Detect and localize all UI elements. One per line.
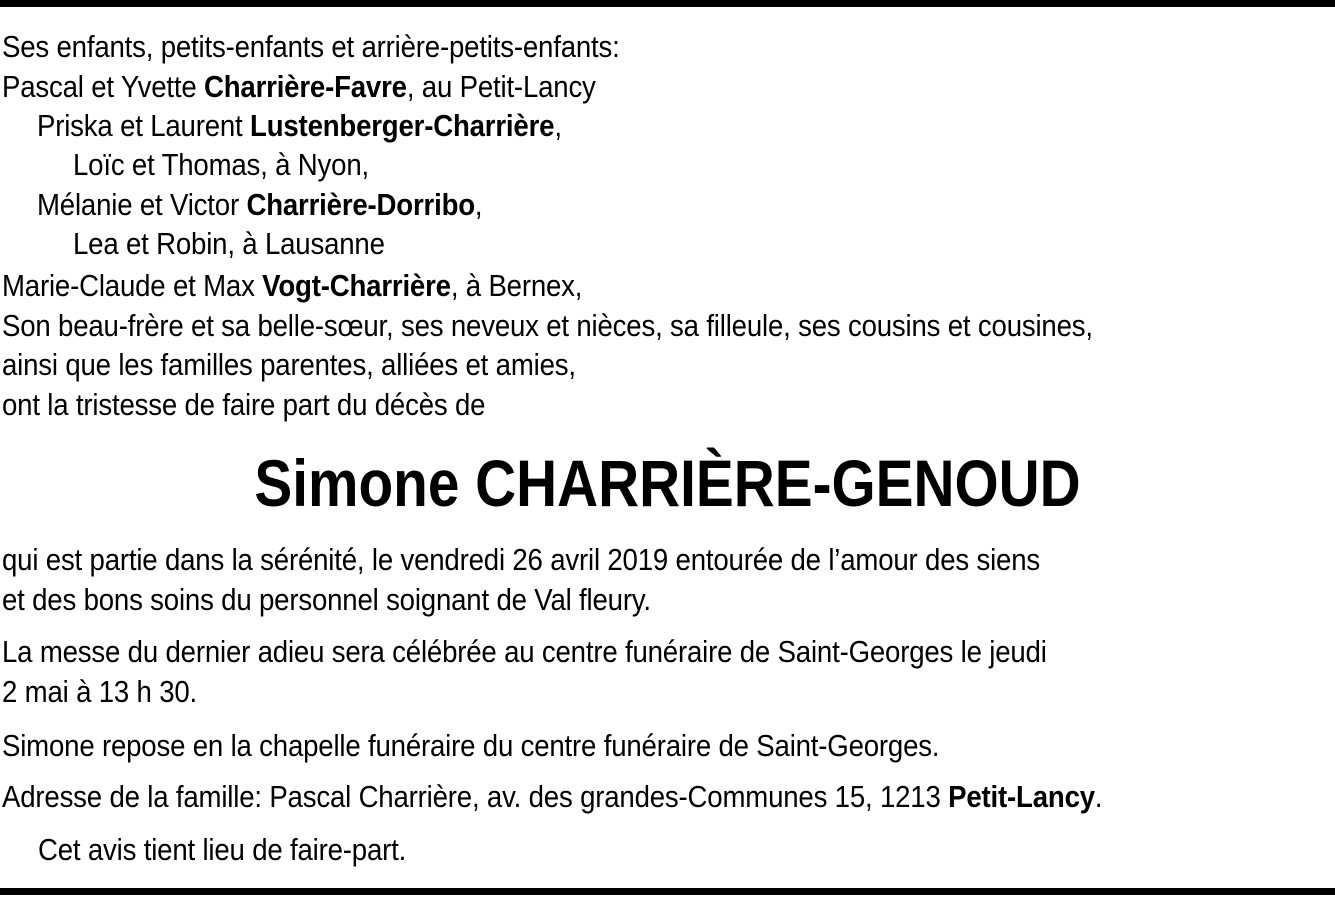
family-line: Priska et Laurent Lustenberger-Charrière, — [37, 108, 562, 143]
closing-line: Cet avis tient lieu de faire-part. — [38, 832, 407, 867]
repose-line: Simone repose en la chapelle funéraire du centre funéraire de Saint-Georges. — [2, 728, 940, 763]
deceased-name: Simone CHARRIÈRE-GENOUD — [254, 446, 1081, 520]
relatives-line: ainsi que les familles parentes, alliées et amies, — [2, 347, 576, 382]
bottom-rule — [0, 888, 1335, 895]
mass-line: 2 mai à 13 h 30. — [2, 674, 198, 709]
address-line: Adresse de la famille: Pascal Charrière, av. des grandes-Communes 15, 1213 Petit-Lancy. — [2, 779, 1103, 814]
family-line: Loïc et Thomas, à Nyon, — [73, 147, 369, 182]
death-line: qui est partie dans la sérénité, le vendredi 26 avril 2019 entourée de l’amour des siens — [2, 542, 1041, 577]
family-line: Pascal et Yvette Charrière-Favre, au Petit-Lancy — [2, 69, 596, 104]
intro-line: Ses enfants, petits-enfants et arrière-petits-enfants: — [2, 29, 620, 64]
mass-line: La messe du dernier adieu sera célébrée au centre funéraire de Saint-Georges le jeudi — [2, 634, 1047, 669]
relatives-line: Son beau-frère et sa belle-sœur, ses neveux et nièces, sa filleule, ses cousins et cousines, — [2, 308, 1093, 343]
top-rule — [0, 0, 1335, 7]
death-line: et des bons soins du personnel soignant de Val fleury. — [2, 582, 651, 617]
family-line: Lea et Robin, à Lausanne — [73, 226, 385, 261]
relatives-line: ont la tristesse de faire part du décès de — [2, 387, 486, 422]
family-line: Marie-Claude et Max Vogt-Charrière, à Bernex, — [2, 268, 583, 303]
family-line: Mélanie et Victor Charrière-Dorribo, — [37, 187, 483, 222]
